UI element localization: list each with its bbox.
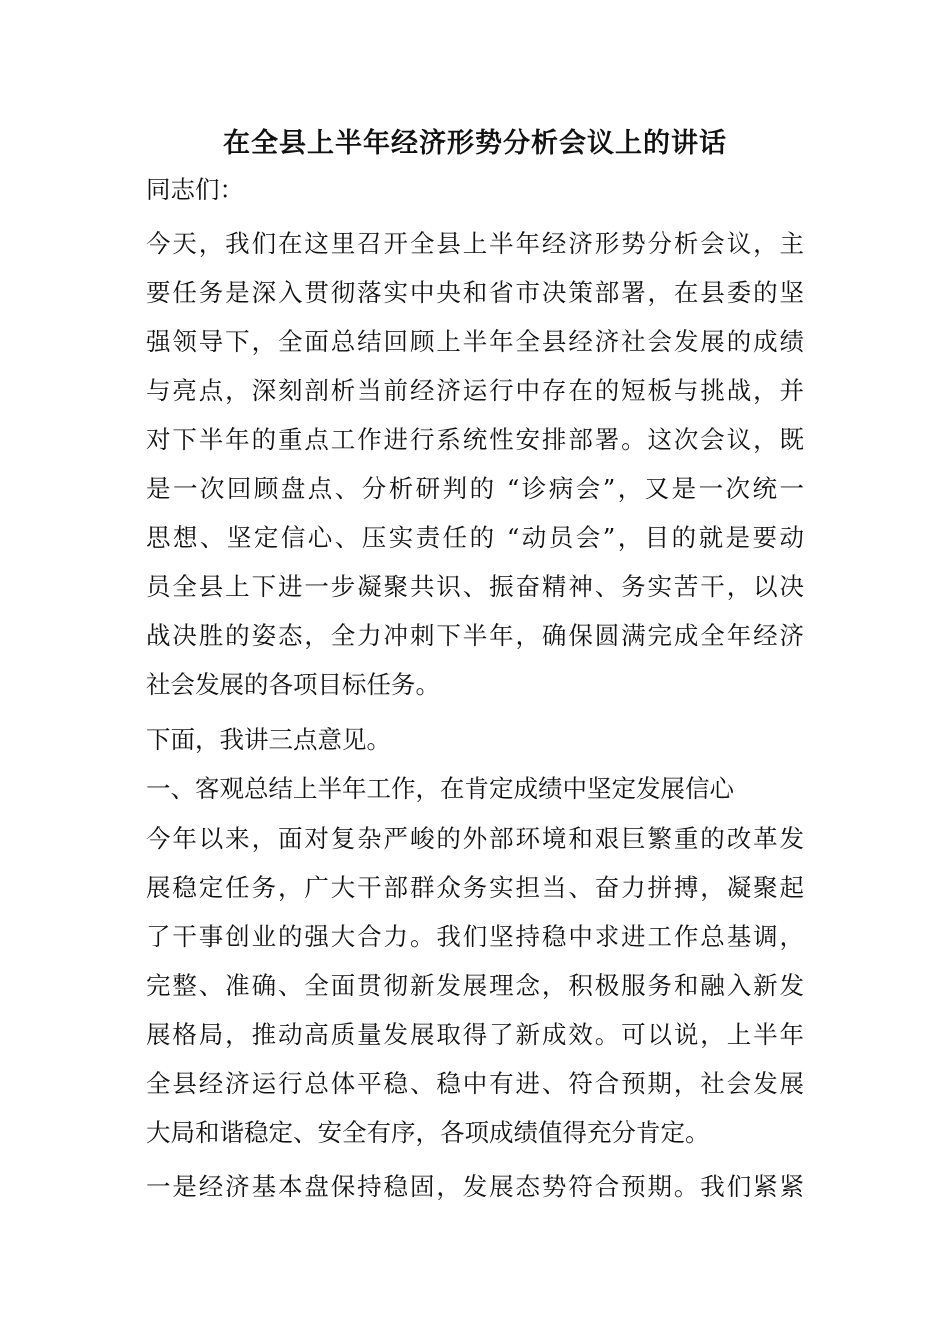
body-line: 展稳定任务，广大干部群众务实担当、奋力拼搏，凝聚起 (146, 873, 804, 902)
body-line: 了干事创业的强大合力。我们坚持稳中求进工作总基调， (146, 922, 804, 951)
body-line: 要任务是深入贯彻落实中央和省市决策部署，在县委的坚 (146, 278, 804, 307)
body-line: 思想、坚定信心、压实责任的 “动员会”，目的就是要动 (146, 523, 804, 552)
body-line: 下面，我讲三点意见。 (146, 725, 391, 754)
body-line: 战决胜的姿态，全力冲刺下半年，确保圆满完成全年经济 (146, 621, 804, 650)
body-line: 今年以来，面对复杂严峻的外部环境和艰巨繁重的改革发 (146, 824, 804, 853)
document-title: 在全县上半年经济形势分析会议上的讲话 (223, 128, 727, 159)
body-line: 是一次回顾盘点、分析研判的 “诊病会”，又是一次统一 (146, 474, 804, 503)
body-line: 一是经济基本盘保持稳固，发展态势符合预期。我们紧紧 (146, 1172, 804, 1201)
body-line: 完整、准确、全面贯彻新发展理念，积极服务和融入新发 (146, 971, 804, 1000)
body-line: 今天，我们在这里召开全县上半年经济形势分析会议，主 (146, 229, 804, 258)
body-line: 社会发展的各项目标任务。 (146, 670, 440, 699)
body-line: 展格局，推动高质量发展取得了新成效。可以说，上半年 (146, 1020, 804, 1049)
body-line: 与亮点，深刻剖析当前经济运行中存在的短板与挑战，并 (146, 376, 804, 405)
body-line: 大局和谐稳定、安全有序，各项成绩值得充分肯定。 (146, 1118, 710, 1147)
body-line: 全县经济运行总体平稳、稳中有进、符合预期，社会发展 (146, 1069, 804, 1098)
salutation: 同志们： (146, 175, 244, 204)
body-line: 对下半年的重点工作进行系统性安排部署。这次会议，既 (146, 425, 804, 454)
body-line: 强领导下，全面总结回顾上半年全县经济社会发展的成绩 (146, 327, 804, 356)
section-heading: 一、客观总结上半年工作，在肯定成绩中坚定发展信心 (146, 774, 734, 803)
body-line: 员全县上下进一步凝聚共识、振奋精神、务实苦干，以决 (146, 572, 804, 601)
